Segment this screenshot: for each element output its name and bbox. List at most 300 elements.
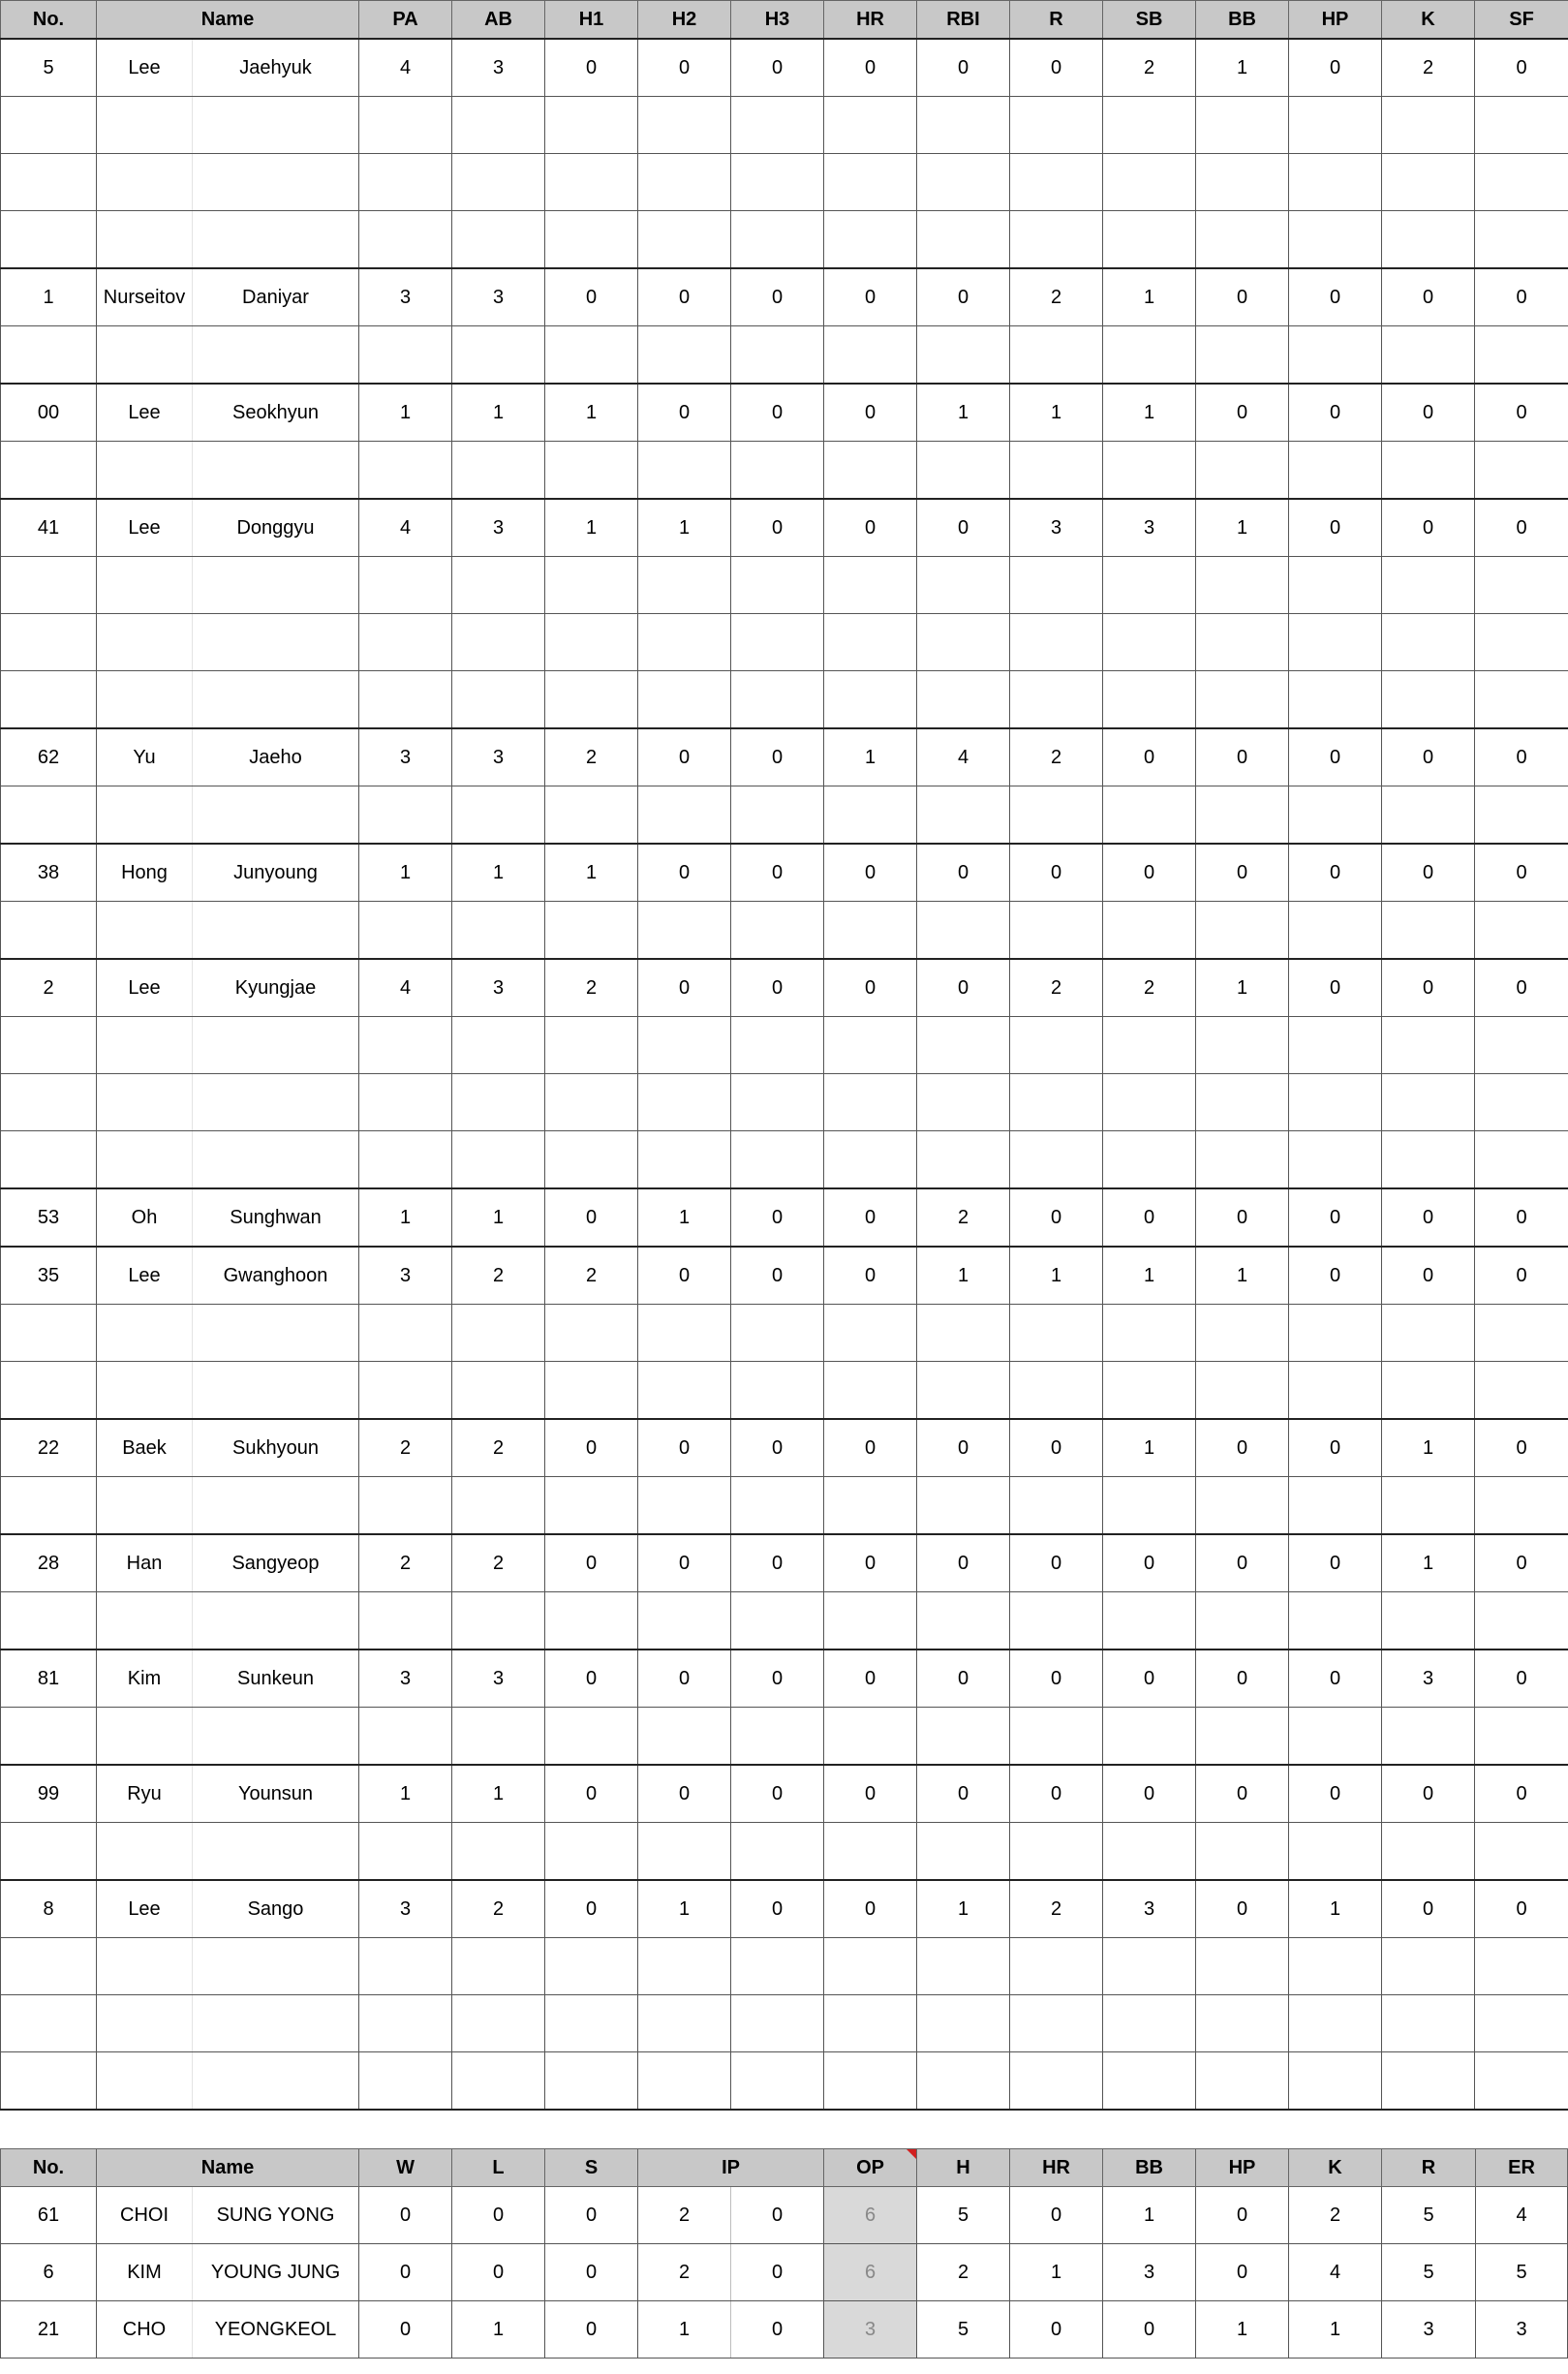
empty-cell[interactable] (1382, 1477, 1475, 1535)
empty-cell[interactable] (917, 442, 1010, 500)
empty-cell[interactable] (1289, 786, 1382, 845)
player-first-name[interactable]: Junyoung (193, 844, 359, 902)
empty-cell[interactable] (1382, 1362, 1475, 1420)
empty-cell[interactable] (824, 97, 917, 154)
empty-cell[interactable] (1382, 1708, 1475, 1766)
empty-cell[interactable] (359, 1823, 452, 1881)
empty-cell[interactable] (359, 1074, 452, 1131)
empty-cell[interactable] (638, 902, 731, 960)
stat-sf[interactable]: 0 (1475, 1247, 1568, 1305)
empty-cell[interactable] (193, 154, 359, 211)
empty-cell[interactable] (917, 786, 1010, 845)
empty-cell[interactable] (359, 1938, 452, 1995)
empty-cell[interactable] (452, 1477, 545, 1535)
empty-cell[interactable] (359, 557, 452, 614)
stat-h2[interactable]: 0 (638, 268, 731, 326)
empty-cell[interactable] (1382, 614, 1475, 671)
empty-cell[interactable] (638, 2052, 731, 2111)
empty-cell[interactable] (638, 1938, 731, 1995)
empty-cell[interactable] (97, 614, 193, 671)
stat-ab[interactable]: 3 (452, 268, 545, 326)
stat-h3[interactable]: 0 (731, 728, 824, 786)
stat-rbi[interactable]: 0 (917, 499, 1010, 557)
stat-rbi[interactable]: 0 (917, 268, 1010, 326)
pitcher-bb[interactable]: 1 (1103, 2187, 1196, 2244)
stat-sb[interactable]: 1 (1103, 384, 1196, 442)
stat-r[interactable]: 0 (1010, 844, 1103, 902)
stat-hr[interactable]: 0 (824, 1188, 917, 1247)
stat-bb[interactable]: 0 (1196, 384, 1289, 442)
stat-hp[interactable]: 0 (1289, 728, 1382, 786)
pitching-header-r[interactable]: R (1382, 2149, 1476, 2187)
empty-cell[interactable] (359, 326, 452, 385)
empty-cell[interactable] (1103, 1938, 1196, 1995)
empty-cell[interactable] (193, 1305, 359, 1362)
empty-cell[interactable] (824, 786, 917, 845)
pitcher-er[interactable]: 5 (1476, 2244, 1568, 2301)
empty-cell[interactable] (1103, 211, 1196, 269)
empty-cell[interactable] (1196, 1592, 1289, 1650)
empty-cell[interactable] (193, 2052, 359, 2111)
empty-cell[interactable] (452, 902, 545, 960)
stat-h1[interactable]: 1 (545, 499, 638, 557)
empty-cell[interactable] (1103, 1708, 1196, 1766)
stat-r[interactable]: 2 (1010, 1880, 1103, 1938)
stat-h2[interactable]: 0 (638, 844, 731, 902)
empty-cell[interactable] (1289, 154, 1382, 211)
empty-cell[interactable] (1289, 1708, 1382, 1766)
empty-cell[interactable] (1196, 1074, 1289, 1131)
empty-cell[interactable] (452, 1074, 545, 1131)
pitcher-op[interactable]: 3 (824, 2301, 917, 2359)
stat-rbi[interactable]: 4 (917, 728, 1010, 786)
empty-cell[interactable] (545, 1131, 638, 1189)
empty-cell[interactable] (1103, 326, 1196, 385)
stat-ab[interactable]: 1 (452, 1188, 545, 1247)
stat-sf[interactable]: 0 (1475, 1419, 1568, 1477)
empty-cell[interactable] (97, 1074, 193, 1131)
stat-rbi[interactable]: 1 (917, 1880, 1010, 1938)
player-first-name[interactable]: Younsun (193, 1765, 359, 1823)
empty-cell[interactable] (1289, 1074, 1382, 1131)
pitching-header-hp[interactable]: HP (1196, 2149, 1289, 2187)
empty-cell[interactable] (1196, 614, 1289, 671)
empty-cell[interactable] (359, 671, 452, 729)
stat-sf[interactable]: 0 (1475, 268, 1568, 326)
empty-cell[interactable] (97, 1938, 193, 1995)
empty-cell[interactable] (1382, 1305, 1475, 1362)
empty-cell[interactable] (545, 1477, 638, 1535)
empty-cell[interactable] (1475, 671, 1568, 729)
empty-cell[interactable] (1289, 1823, 1382, 1881)
batting-header-h2[interactable]: H2 (638, 1, 731, 40)
stat-hp[interactable]: 0 (1289, 39, 1382, 97)
player-number[interactable]: 99 (1, 1765, 97, 1823)
player-number[interactable]: 8 (1, 1880, 97, 1938)
empty-cell[interactable] (452, 671, 545, 729)
player-number[interactable]: 1 (1, 268, 97, 326)
stat-k[interactable]: 1 (1382, 1419, 1475, 1477)
stat-k[interactable]: 0 (1382, 1247, 1475, 1305)
empty-cell[interactable] (1010, 154, 1103, 211)
empty-cell[interactable] (731, 1305, 824, 1362)
empty-cell[interactable] (1475, 1362, 1568, 1420)
empty-cell[interactable] (545, 1995, 638, 2052)
empty-cell[interactable] (824, 1708, 917, 1766)
stat-r[interactable]: 2 (1010, 959, 1103, 1017)
stat-sb[interactable]: 3 (1103, 1880, 1196, 1938)
player-first-name[interactable]: Sunghwan (193, 1188, 359, 1247)
empty-cell[interactable] (545, 557, 638, 614)
empty-cell[interactable] (917, 1017, 1010, 1074)
stat-hp[interactable]: 0 (1289, 1765, 1382, 1823)
stat-pa[interactable]: 3 (359, 1247, 452, 1305)
empty-cell[interactable] (1382, 1074, 1475, 1131)
pitching-header-er[interactable]: ER (1476, 2149, 1568, 2187)
stat-r[interactable]: 2 (1010, 728, 1103, 786)
player-number[interactable]: 2 (1, 959, 97, 1017)
empty-cell[interactable] (1289, 1131, 1382, 1189)
empty-cell[interactable] (824, 1305, 917, 1362)
player-last-name[interactable]: Lee (97, 1880, 193, 1938)
empty-cell[interactable] (452, 2052, 545, 2111)
empty-cell[interactable] (193, 1823, 359, 1881)
empty-cell[interactable] (638, 557, 731, 614)
empty-cell[interactable] (1289, 1938, 1382, 1995)
empty-cell[interactable] (1, 1305, 97, 1362)
stat-sb[interactable]: 2 (1103, 39, 1196, 97)
empty-cell[interactable] (731, 1477, 824, 1535)
empty-cell[interactable] (1196, 557, 1289, 614)
empty-cell[interactable] (1289, 1995, 1382, 2052)
empty-cell[interactable] (1382, 1017, 1475, 1074)
pitching-header-name[interactable]: Name (97, 2149, 359, 2187)
player-number[interactable]: 00 (1, 384, 97, 442)
stat-h2[interactable]: 1 (638, 1880, 731, 1938)
empty-cell[interactable] (1103, 1017, 1196, 1074)
stat-hp[interactable]: 0 (1289, 1247, 1382, 1305)
empty-cell[interactable] (731, 614, 824, 671)
empty-cell[interactable] (1289, 1017, 1382, 1074)
batting-header-r[interactable]: R (1010, 1, 1103, 40)
pitcher-ip-whole[interactable]: 2 (638, 2187, 731, 2244)
empty-cell[interactable] (1475, 1708, 1568, 1766)
empty-cell[interactable] (193, 1592, 359, 1650)
player-last-name[interactable]: Oh (97, 1188, 193, 1247)
empty-cell[interactable] (824, 1995, 917, 2052)
empty-cell[interactable] (545, 2052, 638, 2111)
stat-h1[interactable]: 0 (545, 39, 638, 97)
empty-cell[interactable] (1, 557, 97, 614)
empty-cell[interactable] (917, 2052, 1010, 2111)
empty-cell[interactable] (1382, 671, 1475, 729)
stat-hr[interactable]: 0 (824, 959, 917, 1017)
stat-h2[interactable]: 0 (638, 1765, 731, 1823)
empty-cell[interactable] (1, 1074, 97, 1131)
empty-cell[interactable] (1103, 614, 1196, 671)
stat-rbi[interactable]: 0 (917, 1649, 1010, 1708)
pitcher-s[interactable]: 0 (545, 2301, 638, 2359)
stat-sb[interactable]: 0 (1103, 1765, 1196, 1823)
empty-cell[interactable] (193, 326, 359, 385)
empty-cell[interactable] (452, 1823, 545, 1881)
empty-cell[interactable] (638, 1708, 731, 1766)
empty-cell[interactable] (824, 902, 917, 960)
pitcher-h[interactable]: 5 (917, 2301, 1010, 2359)
pitcher-bb[interactable]: 3 (1103, 2244, 1196, 2301)
empty-cell[interactable] (824, 671, 917, 729)
empty-cell[interactable] (1103, 557, 1196, 614)
stat-h2[interactable]: 0 (638, 39, 731, 97)
empty-cell[interactable] (97, 2052, 193, 2111)
empty-cell[interactable] (359, 442, 452, 500)
stat-sf[interactable]: 0 (1475, 1765, 1568, 1823)
empty-cell[interactable] (1010, 1995, 1103, 2052)
empty-cell[interactable] (359, 1995, 452, 2052)
empty-cell[interactable] (193, 786, 359, 845)
empty-cell[interactable] (1475, 614, 1568, 671)
empty-cell[interactable] (545, 97, 638, 154)
empty-cell[interactable] (193, 442, 359, 500)
stat-k[interactable]: 0 (1382, 384, 1475, 442)
empty-cell[interactable] (1010, 614, 1103, 671)
stat-bb[interactable]: 0 (1196, 1649, 1289, 1708)
empty-cell[interactable] (1196, 1708, 1289, 1766)
stat-h3[interactable]: 0 (731, 844, 824, 902)
empty-cell[interactable] (917, 97, 1010, 154)
pitcher-last[interactable]: CHO (97, 2301, 193, 2359)
empty-cell[interactable] (193, 1995, 359, 2052)
pitcher-op[interactable]: 6 (824, 2187, 917, 2244)
empty-cell[interactable] (1289, 1305, 1382, 1362)
stat-sb[interactable]: 0 (1103, 844, 1196, 902)
pitcher-k[interactable]: 1 (1289, 2301, 1382, 2359)
empty-cell[interactable] (193, 1362, 359, 1420)
empty-cell[interactable] (917, 1305, 1010, 1362)
stat-ab[interactable]: 2 (452, 1419, 545, 1477)
empty-cell[interactable] (1103, 1477, 1196, 1535)
pitching-header-no[interactable]: No. (1, 2149, 97, 2187)
empty-cell[interactable] (545, 1074, 638, 1131)
empty-cell[interactable] (731, 786, 824, 845)
empty-cell[interactable] (452, 557, 545, 614)
empty-cell[interactable] (1010, 2052, 1103, 2111)
stat-sf[interactable]: 0 (1475, 39, 1568, 97)
stat-sf[interactable]: 0 (1475, 499, 1568, 557)
empty-cell[interactable] (359, 1131, 452, 1189)
stat-bb[interactable]: 0 (1196, 1765, 1289, 1823)
stat-ab[interactable]: 3 (452, 499, 545, 557)
empty-cell[interactable] (193, 97, 359, 154)
pitcher-s[interactable]: 0 (545, 2244, 638, 2301)
empty-cell[interactable] (193, 557, 359, 614)
empty-cell[interactable] (1, 786, 97, 845)
stat-hr[interactable]: 0 (824, 1247, 917, 1305)
pitcher-hp[interactable]: 0 (1196, 2244, 1289, 2301)
empty-cell[interactable] (1289, 614, 1382, 671)
stat-hr[interactable]: 0 (824, 1534, 917, 1592)
stat-h1[interactable]: 0 (545, 1534, 638, 1592)
empty-cell[interactable] (638, 786, 731, 845)
empty-cell[interactable] (1103, 442, 1196, 500)
empty-cell[interactable] (824, 1131, 917, 1189)
stat-h1[interactable]: 0 (545, 268, 638, 326)
empty-cell[interactable] (1103, 786, 1196, 845)
stat-hr[interactable]: 0 (824, 1419, 917, 1477)
stat-rbi[interactable]: 0 (917, 844, 1010, 902)
stat-r[interactable]: 0 (1010, 1419, 1103, 1477)
pitcher-ip-whole[interactable]: 2 (638, 2244, 731, 2301)
empty-cell[interactable] (1289, 1477, 1382, 1535)
empty-cell[interactable] (1, 1362, 97, 1420)
empty-cell[interactable] (1, 1592, 97, 1650)
player-first-name[interactable]: Donggyu (193, 499, 359, 557)
stat-h1[interactable]: 1 (545, 384, 638, 442)
empty-cell[interactable] (731, 902, 824, 960)
player-number[interactable]: 5 (1, 39, 97, 97)
player-last-name[interactable]: Nurseitov (97, 268, 193, 326)
stat-pa[interactable]: 3 (359, 728, 452, 786)
player-first-name[interactable]: Gwanghoon (193, 1247, 359, 1305)
stat-sb[interactable]: 0 (1103, 1188, 1196, 1247)
empty-cell[interactable] (1103, 1305, 1196, 1362)
stat-k[interactable]: 0 (1382, 1188, 1475, 1247)
empty-cell[interactable] (97, 154, 193, 211)
empty-cell[interactable] (1, 211, 97, 269)
stat-bb[interactable]: 1 (1196, 959, 1289, 1017)
pitcher-ip-whole[interactable]: 1 (638, 2301, 731, 2359)
stat-sf[interactable]: 0 (1475, 1649, 1568, 1708)
stat-h1[interactable]: 0 (545, 1880, 638, 1938)
empty-cell[interactable] (1289, 442, 1382, 500)
empty-cell[interactable] (452, 1938, 545, 1995)
empty-cell[interactable] (1010, 211, 1103, 269)
stat-k[interactable]: 0 (1382, 1880, 1475, 1938)
empty-cell[interactable] (193, 1938, 359, 1995)
empty-cell[interactable] (1382, 1131, 1475, 1189)
empty-cell[interactable] (917, 1592, 1010, 1650)
stat-ab[interactable]: 3 (452, 959, 545, 1017)
stat-hr[interactable]: 0 (824, 1765, 917, 1823)
pitching-header-op[interactable]: OP (824, 2149, 917, 2187)
empty-cell[interactable] (97, 1017, 193, 1074)
empty-cell[interactable] (97, 1592, 193, 1650)
pitcher-k[interactable]: 4 (1289, 2244, 1382, 2301)
pitcher-l[interactable]: 1 (452, 2301, 545, 2359)
empty-cell[interactable] (1010, 1362, 1103, 1420)
empty-cell[interactable] (638, 671, 731, 729)
empty-cell[interactable] (452, 1592, 545, 1650)
empty-cell[interactable] (545, 614, 638, 671)
empty-cell[interactable] (917, 1362, 1010, 1420)
empty-cell[interactable] (452, 1995, 545, 2052)
stat-h2[interactable]: 0 (638, 384, 731, 442)
empty-cell[interactable] (1382, 786, 1475, 845)
stat-hr[interactable]: 0 (824, 384, 917, 442)
empty-cell[interactable] (1382, 154, 1475, 211)
empty-cell[interactable] (1475, 1823, 1568, 1881)
empty-cell[interactable] (917, 1995, 1010, 2052)
stat-rbi[interactable]: 2 (917, 1188, 1010, 1247)
empty-cell[interactable] (731, 326, 824, 385)
empty-cell[interactable] (1196, 326, 1289, 385)
empty-cell[interactable] (1196, 97, 1289, 154)
player-first-name[interactable]: Kyungjae (193, 959, 359, 1017)
empty-cell[interactable] (638, 97, 731, 154)
empty-cell[interactable] (545, 326, 638, 385)
empty-cell[interactable] (1010, 1823, 1103, 1881)
player-number[interactable]: 35 (1, 1247, 97, 1305)
stat-r[interactable]: 3 (1010, 499, 1103, 557)
empty-cell[interactable] (1382, 211, 1475, 269)
empty-cell[interactable] (1475, 1131, 1568, 1189)
empty-cell[interactable] (1, 614, 97, 671)
empty-cell[interactable] (731, 1995, 824, 2052)
stat-h3[interactable]: 0 (731, 1880, 824, 1938)
stat-rbi[interactable]: 0 (917, 1765, 1010, 1823)
empty-cell[interactable] (1475, 1074, 1568, 1131)
empty-cell[interactable] (1475, 211, 1568, 269)
stat-h3[interactable]: 0 (731, 959, 824, 1017)
empty-cell[interactable] (917, 1708, 1010, 1766)
empty-cell[interactable] (1382, 557, 1475, 614)
pitcher-hp[interactable]: 0 (1196, 2187, 1289, 2244)
stat-h3[interactable]: 0 (731, 1188, 824, 1247)
stat-bb[interactable]: 0 (1196, 268, 1289, 326)
stat-h3[interactable]: 0 (731, 1649, 824, 1708)
stat-r[interactable]: 0 (1010, 1765, 1103, 1823)
empty-cell[interactable] (731, 211, 824, 269)
stat-h3[interactable]: 0 (731, 268, 824, 326)
empty-cell[interactable] (1010, 1305, 1103, 1362)
empty-cell[interactable] (638, 442, 731, 500)
player-last-name[interactable]: Hong (97, 844, 193, 902)
pitcher-r[interactable]: 3 (1382, 2301, 1476, 2359)
stat-r[interactable]: 0 (1010, 39, 1103, 97)
empty-cell[interactable] (1382, 1938, 1475, 1995)
empty-cell[interactable] (1196, 671, 1289, 729)
empty-cell[interactable] (452, 1131, 545, 1189)
empty-cell[interactable] (917, 614, 1010, 671)
pitcher-hr[interactable]: 0 (1010, 2187, 1103, 2244)
empty-cell[interactable] (1, 154, 97, 211)
stat-hp[interactable]: 0 (1289, 1649, 1382, 1708)
empty-cell[interactable] (545, 671, 638, 729)
empty-cell[interactable] (359, 1017, 452, 1074)
pitcher-h[interactable]: 2 (917, 2244, 1010, 2301)
empty-cell[interactable] (1382, 1823, 1475, 1881)
empty-cell[interactable] (545, 902, 638, 960)
batting-header-pa[interactable]: PA (359, 1, 452, 40)
empty-cell[interactable] (452, 1708, 545, 1766)
batting-header-name[interactable]: Name (97, 1, 359, 40)
empty-cell[interactable] (1, 2052, 97, 2111)
empty-cell[interactable] (638, 1131, 731, 1189)
empty-cell[interactable] (452, 442, 545, 500)
empty-cell[interactable] (638, 1995, 731, 2052)
stat-sb[interactable]: 0 (1103, 1534, 1196, 1592)
empty-cell[interactable] (97, 671, 193, 729)
player-number[interactable]: 38 (1, 844, 97, 902)
stat-rbi[interactable]: 0 (917, 1534, 1010, 1592)
stat-k[interactable]: 1 (1382, 1534, 1475, 1592)
empty-cell[interactable] (731, 2052, 824, 2111)
stat-k[interactable]: 0 (1382, 499, 1475, 557)
empty-cell[interactable] (1, 1017, 97, 1074)
pitcher-l[interactable]: 0 (452, 2187, 545, 2244)
batting-header-no[interactable]: No. (1, 1, 97, 40)
empty-cell[interactable] (638, 1823, 731, 1881)
